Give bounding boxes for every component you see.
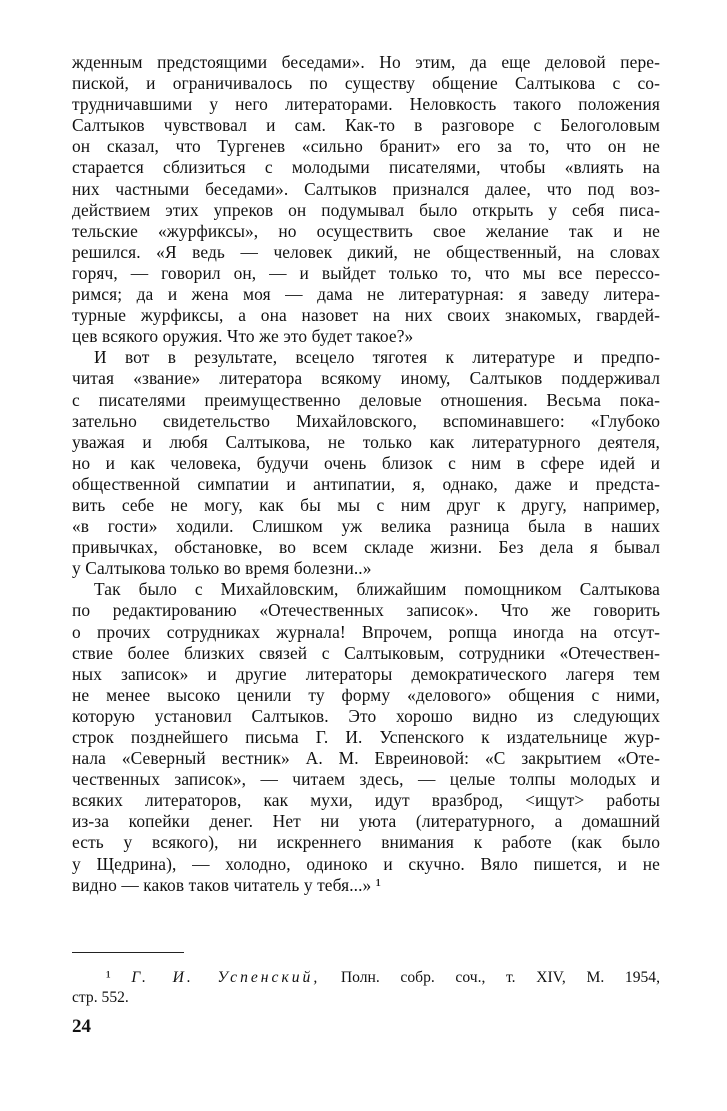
text-line: пиской, и ограничивалось по существу общение Салтыкова с со-: [72, 73, 660, 94]
page-number: 24: [72, 1016, 91, 1037]
page-body: [72, 52, 660, 896]
paragraph: [72, 52, 660, 347]
text-line: «в гости» ходили. Слишком уж велика разница была в наших: [72, 516, 660, 537]
footnotes: [72, 968, 660, 1008]
footnote-marker: ¹: [106, 969, 111, 986]
text-line: читая «звание» литератора всякому иному, Салтыков поддерживал: [72, 368, 660, 389]
text-line: горяч, — говорил он, — и выйдет только то, что мы все перессо-: [72, 262, 660, 283]
text-line: ствие более близких связей с Салтыковым, сотрудники «Отечествен-: [72, 642, 660, 663]
paragraph: [72, 347, 660, 579]
text-line: трудничавшими у него литераторами. Неловкость такого положения: [72, 94, 660, 115]
text-line: не менее высоко ценили ту форму «делового» общения с ними,: [72, 684, 660, 705]
text-line: зательно свидетельство Михайловского, вспоминавшего: «Глубоко: [72, 410, 660, 431]
text-line: всяких литераторов, как мухи, идут вразброд, <ищут> работы: [72, 790, 660, 811]
text-line: старается сблизиться с молодыми писателями, чтобы «влиять на: [72, 157, 660, 178]
text-line: у Салтыкова только во время болезни..»: [72, 558, 372, 579]
text-line: привычках, обстановке, во всем складе жизни. Без дела я бывал: [72, 537, 660, 558]
footnote-line-2: стр. 552.: [72, 989, 129, 1006]
text-line: ных записок» и другие литераторы демократического лагеря тем: [72, 663, 660, 684]
text-line: Так было с Михайловским, ближайшим помощником Салтыкова: [94, 579, 660, 600]
text-line: из-за копейки денег. Нет ни уюта (литературного, а домашний: [72, 811, 660, 832]
text-line: которую установил Салтыков. Это хорошо видно из следующих: [72, 705, 660, 726]
text-line: решился. «Я ведь — человек дикий, не общественный, на словах: [72, 241, 660, 262]
footnote-line-1: [72, 968, 660, 988]
text-line: цев всякого оружия. Что же это будет такое?»: [72, 326, 414, 347]
text-line: он сказал, что Тургенев «сильно бранит» его за то, что он не: [72, 136, 660, 157]
text-line: нала «Северный вестник» А. М. Евреиновой: «С закрытием «Оте-: [72, 748, 660, 769]
text-line: вить себе не могу, как бы мы с ним друг к другу, например,: [72, 494, 660, 515]
text-line: жденным предстоящими беседами». Но этим, да еще деловой пере-: [72, 52, 660, 72]
text-line: чественных записок», — читаем здесь, — целые толпы молодых и: [72, 769, 660, 790]
text-line: уважая и любя Салтыкова, не только как литературного деятеля,: [72, 431, 660, 452]
text-line: с писателями преимущественно деловые отношения. Весьма пока-: [72, 389, 660, 410]
text-line: у Щедрина), — холодно, одиноко и скучно. Вяло пишется, и не: [72, 853, 660, 874]
text-line: действием этих упреков он подумывал было открыть у себя писа-: [72, 199, 660, 220]
text-line: Салтыков чувствовал и сам. Как-то в разговоре с Белоголовым: [72, 115, 660, 136]
footnote-author: Г. И. Успенский,: [131, 969, 321, 986]
text-line: есть у всякого), ни искреннего внимания к работе (как было: [72, 832, 660, 853]
text-line: строк позднейшего письма Г. И. Успенского к издательнице жур-: [72, 727, 660, 747]
text-line: общественной симпатии и антипатии, я, однако, даже и предста-: [72, 473, 660, 494]
text-line: о прочих сотрудниках журнала! Впрочем, ропща иногда на отсут-: [72, 621, 660, 642]
footnote-source: Полн. собр. соч., т. XIV, М. 1954,: [340, 969, 660, 986]
text-line: них частными беседами». Салтыков признался далее, что под воз-: [72, 178, 660, 199]
text-line: но и как человека, будучи очень близок с ним в сфере идей и: [72, 452, 660, 473]
text-line: по редактированию «Отечественных записок». Что же говорить: [72, 600, 660, 621]
footnote-divider: [72, 952, 184, 953]
paragraph: [72, 579, 660, 895]
text-line: тельские «журфиксы», но осуществить свое желание так и не: [72, 220, 660, 241]
text-line: видно — каков таков читатель у тебя...» ¹: [72, 874, 382, 895]
text-line: римся; да и жена моя — дама не литературная: я заведу литера-: [72, 284, 660, 305]
text-line: И вот в результате, всецело тяготея к литературе и предпо-: [94, 347, 660, 368]
text-line: турные журфиксы, а она назовет на них своих знакомых, гвардей-: [72, 305, 660, 326]
